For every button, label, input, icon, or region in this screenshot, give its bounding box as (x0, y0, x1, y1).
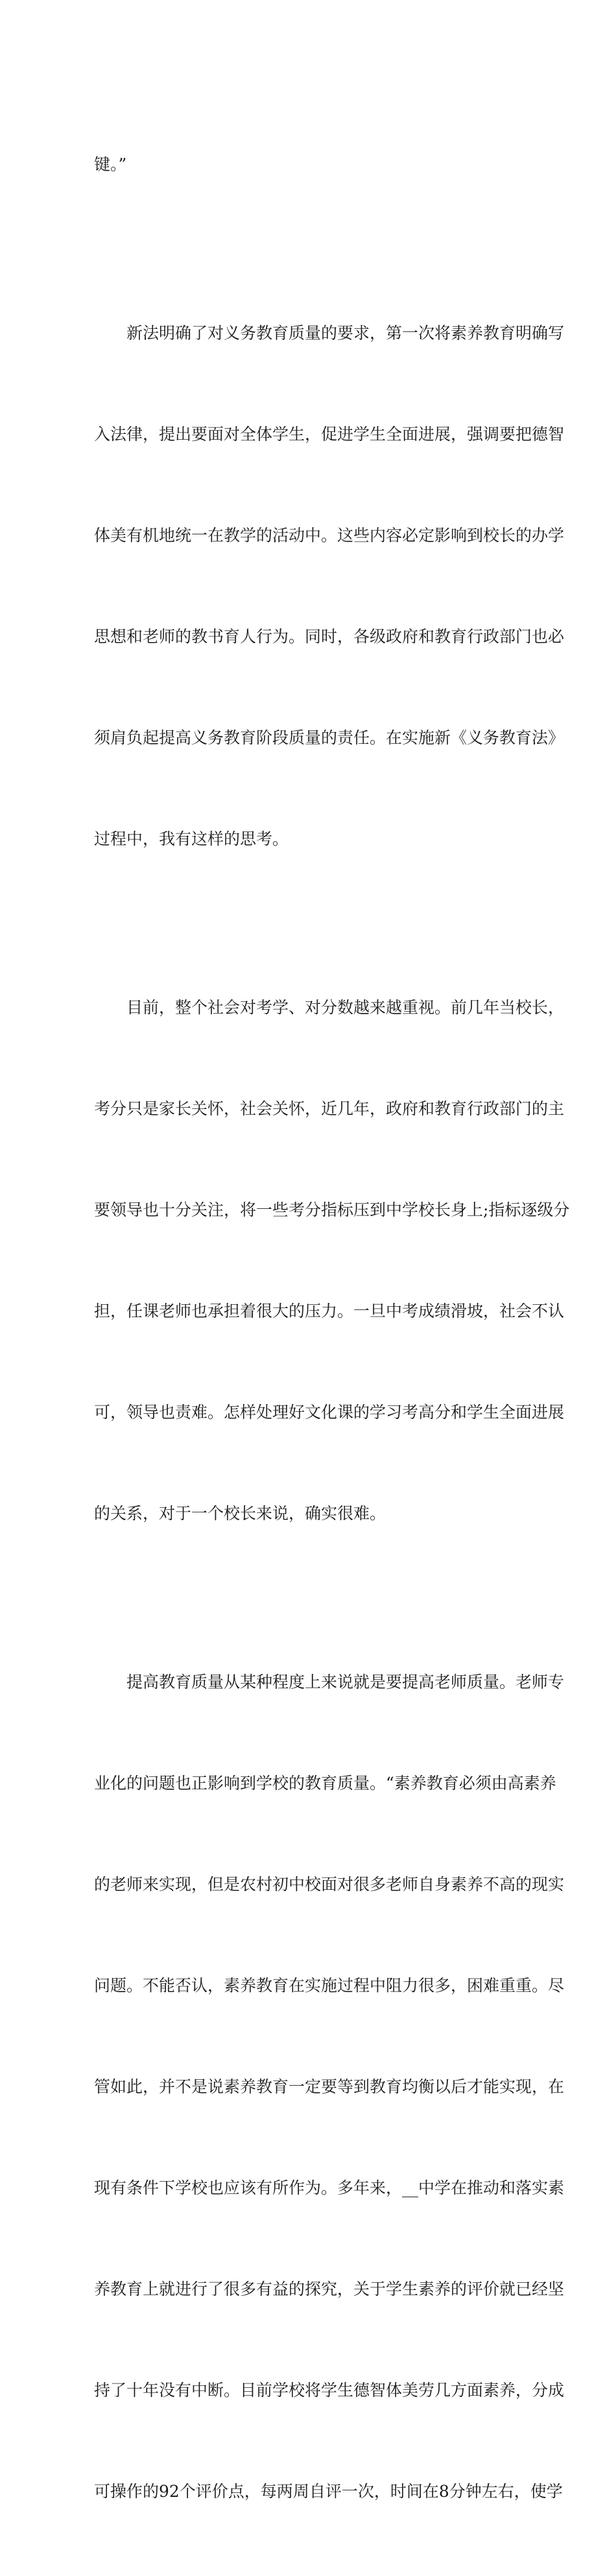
text-line: 要领导也十分关注，将一些考分指标压到中学校长身上;指标逐级分 (94, 1200, 570, 1219)
text-line: 可操作的92个评价点，每两周自评一次，时间在8分钟左右，使学 (94, 2482, 563, 2501)
text-line: 考分只是家长关怀，社会关怀，近几年，政府和教育行政部门的主 (94, 1099, 565, 1118)
text-line: 可，领导也责难。怎样处理好文化课的学习考高分和学生全面进展 (94, 1403, 565, 1422)
paragraph-2 (94, 249, 565, 924)
text-line: 业化的问题也正影响到学校的教育质量。“素养教育必须由高素养 (94, 1774, 556, 1793)
text-line: 提高教育质量从某种程度上来说就是要提高老师质量。老师专 (126, 1673, 565, 1691)
document-body (94, 80, 570, 2576)
text-line: 管如此，并不是说素养教育一定要等到教育均衡以后才能实现，在 (94, 2077, 565, 2096)
text-line: 持了十年没有中断。目前学校将学生德智体美劳几方面素养，分成 (94, 2381, 565, 2400)
text-line: 问题。不能否认，素养教育在实施过程中阻力很多，困难重重。尽 (94, 1976, 565, 1995)
paragraph-3 (94, 924, 570, 1598)
text-line: 入法律，提出要面对全体学生，促进学生全面进展，强调要把德智 (94, 425, 565, 444)
text-line: 过程中，我有这样的思考。 (94, 829, 289, 848)
text-line: 现有条件下学校也应该有所作为。多年来，__中学在推动和落实素 (94, 2178, 565, 2197)
text-line: 目前，整个社会对考学、对分数越来越重视。前几年当校长， (126, 998, 565, 1017)
text-line: 的关系，对于一个校长来说，确实很难。 (94, 1504, 386, 1523)
text-line: 思想和老师的教书育人行为。同时，各级政府和教育行政部门也必 (94, 627, 565, 646)
text-line: 键。” (94, 155, 127, 174)
text-line: 养教育上就进行了很多有益的探究，关于学生素养的评价就已经坚 (94, 2280, 565, 2298)
text-line: 须肩负起提高义务教育阶段质量的责任。在实施新《义务教育法》 (94, 728, 565, 747)
text-line: 体美有机地统一在教学的活动中。这些内容必定影响到校长的办学 (94, 526, 565, 545)
text-line: 担，任课老师也承担着很大的压力。一旦中考成绩滑坡，社会不认 (94, 1302, 565, 1320)
paragraph-4 (94, 1598, 565, 2576)
text-line: 的老师来实现，但是农村初中校面对很多老师自身素养不高的现实 (94, 1875, 565, 1894)
text-line: 新法明确了对义务教育质量的要求，第一次将素养教育明确写 (126, 324, 565, 342)
paragraph-1 (94, 80, 525, 249)
